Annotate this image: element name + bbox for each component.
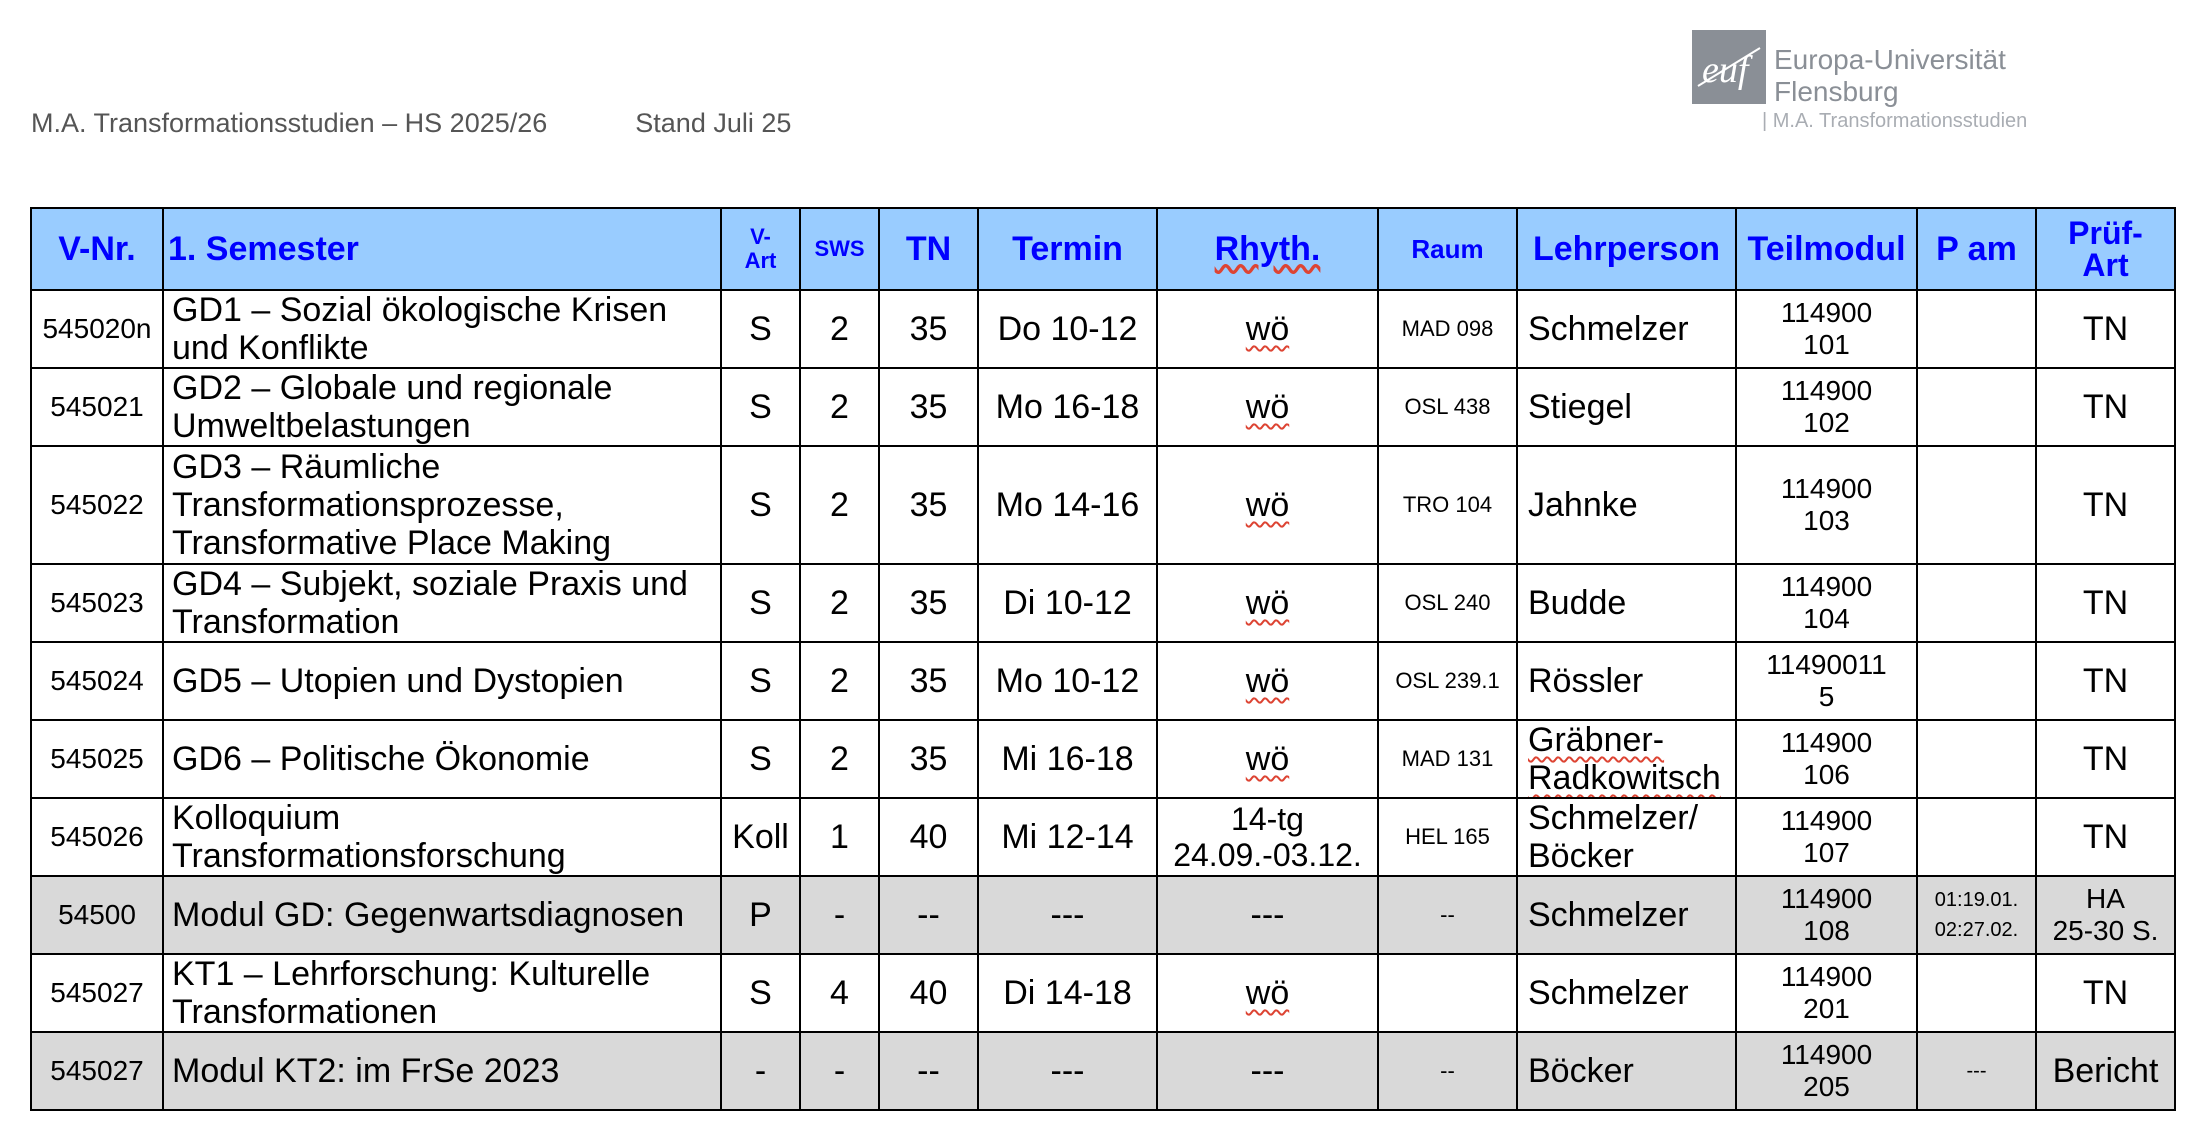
- cell-raum: MAD 131: [1378, 720, 1517, 798]
- col-header-raum: Raum: [1378, 208, 1517, 290]
- cell-title: GD3 – Räumliche Transformationsprozesse, Transformative Place Making: [163, 446, 721, 564]
- cell-tn: 35: [879, 720, 978, 798]
- cell-art: S: [721, 446, 800, 564]
- col-header-sws: SWS: [800, 208, 879, 290]
- col-header-pam: P am: [1917, 208, 2036, 290]
- table-row: [31, 446, 2175, 564]
- cell-pruefart: TN: [2036, 642, 2175, 720]
- cell-title: KT1 – Lehrforschung: Kulturelle Transformationen: [163, 954, 721, 1032]
- table-header-row: [31, 208, 2175, 290]
- cell-sws: 2: [800, 642, 879, 720]
- col-header-vart: V- Art: [721, 208, 800, 290]
- cell-vnr: 545021: [31, 368, 163, 446]
- table-row: [31, 876, 2175, 954]
- cell-pam: [1917, 798, 2036, 876]
- cell-sws: 4: [800, 954, 879, 1032]
- cell-teilmodul: 114900 101: [1736, 290, 1917, 368]
- cell-rhythm: [1157, 720, 1378, 798]
- cell-vnr: 545025: [31, 720, 163, 798]
- cell-pruefart: TN: [2036, 290, 2175, 368]
- cell-termin: Di 10-12: [978, 564, 1157, 642]
- stand-date: Stand Juli 25: [635, 108, 792, 138]
- table-row: [31, 798, 2175, 876]
- cell-termin: ---: [978, 1032, 1157, 1110]
- document-header: [31, 108, 791, 139]
- col-header-teilmodul: Teilmodul: [1736, 208, 1917, 290]
- cell-title: GD1 – Sozial ökologische Krisen und Konflikte: [163, 290, 721, 368]
- cell-title: Kolloquium Transformationsforschung: [163, 798, 721, 876]
- cell-vnr: 545022: [31, 446, 163, 564]
- table-row: [31, 720, 2175, 798]
- cell-tn: 40: [879, 798, 978, 876]
- cell-pruefart: TN: [2036, 368, 2175, 446]
- cell-pruefart: Bericht: [2036, 1032, 2175, 1110]
- cell-sws: -: [800, 1032, 879, 1110]
- cell-raum: TRO 104: [1378, 446, 1517, 564]
- cell-sws: 2: [800, 446, 879, 564]
- cell-lehrperson: Schmelzer: [1517, 876, 1736, 954]
- cell-pruefart: TN: [2036, 720, 2175, 798]
- cell-pam: [1917, 368, 2036, 446]
- cell-termin: Mo 16-18: [978, 368, 1157, 446]
- cell-rhythm: [1157, 368, 1378, 446]
- cell-termin: ---: [978, 876, 1157, 954]
- logo-line2: Flensburg: [1774, 76, 1899, 107]
- cell-rhythm-text: wö: [1245, 310, 1290, 348]
- cell-tn: 40: [879, 954, 978, 1032]
- table-row: [31, 564, 2175, 642]
- cell-teilmodul: 11490011 5: [1736, 642, 1917, 720]
- cell-art: S: [721, 290, 800, 368]
- cell-rhythm: [1157, 642, 1378, 720]
- cell-pam: [1917, 954, 2036, 1032]
- cell-raum: OSL 240: [1378, 564, 1517, 642]
- cell-sws: 2: [800, 290, 879, 368]
- cell-rhythm-text: wö: [1245, 740, 1290, 778]
- cell-rhythm: [1157, 564, 1378, 642]
- cell-rhythm-text: wö: [1245, 388, 1290, 426]
- col-header-lehrperson: Lehrperson: [1517, 208, 1736, 290]
- logo-line1: Europa-Universität: [1774, 44, 2006, 75]
- cell-tn: 35: [879, 642, 978, 720]
- cell-raum: HEL 165: [1378, 798, 1517, 876]
- cell-vnr: 545026: [31, 798, 163, 876]
- table-row: [31, 368, 2175, 446]
- cell-tn: --: [879, 1032, 978, 1110]
- cell-teilmodul: 114900 102: [1736, 368, 1917, 446]
- cell-sws: 1: [800, 798, 879, 876]
- cell-teilmodul: 114900 201: [1736, 954, 1917, 1032]
- cell-teilmodul: 114900 104: [1736, 564, 1917, 642]
- cell-termin: Do 10-12: [978, 290, 1157, 368]
- table-row: [31, 642, 2175, 720]
- cell-raum: MAD 098: [1378, 290, 1517, 368]
- table-row: [31, 290, 2175, 368]
- cell-art: Koll: [721, 798, 800, 876]
- cell-teilmodul: 114900 106: [1736, 720, 1917, 798]
- cell-rhythm-text: wö: [1245, 974, 1290, 1012]
- cell-rhythm-text: wö: [1245, 584, 1290, 622]
- table-row: [31, 1032, 2175, 1110]
- cell-pruefart: TN: [2036, 446, 2175, 564]
- cell-title: GD2 – Globale und regionale Umweltbelastungen: [163, 368, 721, 446]
- course-table: [30, 207, 2176, 1111]
- col-header-tn: TN: [879, 208, 978, 290]
- cell-art: S: [721, 564, 800, 642]
- cell-pam: [1917, 564, 2036, 642]
- cell-pruefart: TN: [2036, 954, 2175, 1032]
- cell-teilmodul: 114900 205: [1736, 1032, 1917, 1110]
- cell-lehrperson: Rössler: [1517, 642, 1736, 720]
- cell-raum: OSL 438: [1378, 368, 1517, 446]
- cell-rhythm: [1157, 954, 1378, 1032]
- cell-art: P: [721, 876, 800, 954]
- cell-title: GD4 – Subjekt, soziale Praxis und Transformation: [163, 564, 721, 642]
- cell-vnr: 545027: [31, 1032, 163, 1110]
- cell-termin: Mo 10-12: [978, 642, 1157, 720]
- cell-tn: --: [879, 876, 978, 954]
- logo-text: [1774, 44, 2006, 108]
- cell-pruefart: TN: [2036, 564, 2175, 642]
- cell-art: S: [721, 954, 800, 1032]
- cell-sws: 2: [800, 564, 879, 642]
- cell-title: GD6 – Politische Ökonomie: [163, 720, 721, 798]
- col-header-termin: Termin: [978, 208, 1157, 290]
- cell-teilmodul: 114900 108: [1736, 876, 1917, 954]
- cell-lehrperson: Budde: [1517, 564, 1736, 642]
- university-logo: [1692, 30, 2052, 140]
- col-header-rhythm: [1157, 208, 1378, 290]
- cell-pam: [1917, 720, 2036, 798]
- logo-subtitle: | M.A. Transformationsstudien: [1762, 110, 2028, 132]
- euf-logo-icon: [1692, 30, 1766, 104]
- cell-termin: Mi 16-18: [978, 720, 1157, 798]
- cell-pam: [1917, 290, 2036, 368]
- cell-rhythm-text: wö: [1245, 486, 1290, 524]
- cell-rhythm: [1157, 446, 1378, 564]
- cell-pam: [1917, 642, 2036, 720]
- cell-raum: --: [1378, 1032, 1517, 1110]
- col-header-rhythm-label: Rhyth.: [1214, 230, 1321, 268]
- cell-lehrperson: Schmelzer: [1517, 290, 1736, 368]
- cell-tn: 35: [879, 368, 978, 446]
- cell-teilmodul: 114900 107: [1736, 798, 1917, 876]
- cell-rhythm: ---: [1157, 1032, 1378, 1110]
- cell-lehrperson: Stiegel: [1517, 368, 1736, 446]
- cell-termin: Mi 12-14: [978, 798, 1157, 876]
- cell-pruefart: HA 25-30 S.: [2036, 876, 2175, 954]
- cell-lehrperson: Schmelzer: [1517, 954, 1736, 1032]
- cell-pruefart: TN: [2036, 798, 2175, 876]
- cell-vnr: 545027: [31, 954, 163, 1032]
- cell-sws: 2: [800, 720, 879, 798]
- cell-title: Modul GD: Gegenwartsdiagnosen: [163, 876, 721, 954]
- cell-vnr: 54500: [31, 876, 163, 954]
- cell-vnr: 545023: [31, 564, 163, 642]
- cell-sws: -: [800, 876, 879, 954]
- cell-tn: 35: [879, 446, 978, 564]
- cell-termin: Mo 14-16: [978, 446, 1157, 564]
- cell-tn: 35: [879, 290, 978, 368]
- cell-rhythm: ---: [1157, 876, 1378, 954]
- cell-teilmodul: 114900 103: [1736, 446, 1917, 564]
- cell-rhythm-text: wö: [1245, 662, 1290, 700]
- cell-termin: Di 14-18: [978, 954, 1157, 1032]
- cell-pam: [1917, 446, 2036, 564]
- col-header-pruefart: Prüf- Art: [2036, 208, 2175, 290]
- cell-pam: 01:19.01. 02:27.02.: [1917, 876, 2036, 954]
- cell-vnr: 545024: [31, 642, 163, 720]
- cell-raum: [1378, 954, 1517, 1032]
- cell-title: GD5 – Utopien und Dystopien: [163, 642, 721, 720]
- cell-raum: --: [1378, 876, 1517, 954]
- col-header-vnr: V-Nr.: [31, 208, 163, 290]
- cell-raum: OSL 239.1: [1378, 642, 1517, 720]
- table-row: [31, 954, 2175, 1032]
- cell-lehrperson-text: Gräbner- Radkowitsch: [1528, 721, 1721, 797]
- cell-rhythm: 14-tg 24.09.-03.12.: [1157, 798, 1378, 876]
- cell-art: S: [721, 368, 800, 446]
- col-header-semester: 1. Semester: [163, 208, 721, 290]
- cell-tn: 35: [879, 564, 978, 642]
- cell-lehrperson: Jahnke: [1517, 446, 1736, 564]
- cell-sws: 2: [800, 368, 879, 446]
- cell-title: Modul KT2: im FrSe 2023: [163, 1032, 721, 1110]
- cell-lehrperson: Schmelzer/ Böcker: [1517, 798, 1736, 876]
- cell-art: S: [721, 642, 800, 720]
- svg-text:euf: euf: [1702, 49, 1749, 91]
- program-title: M.A. Transformationsstudien – HS 2025/26: [31, 108, 548, 138]
- cell-art: -: [721, 1032, 800, 1110]
- cell-art: S: [721, 720, 800, 798]
- cell-lehrperson: Böcker: [1517, 1032, 1736, 1110]
- cell-vnr: 545020n: [31, 290, 163, 368]
- cell-lehrperson: [1517, 720, 1736, 798]
- cell-pam: ---: [1917, 1032, 2036, 1110]
- cell-rhythm: [1157, 290, 1378, 368]
